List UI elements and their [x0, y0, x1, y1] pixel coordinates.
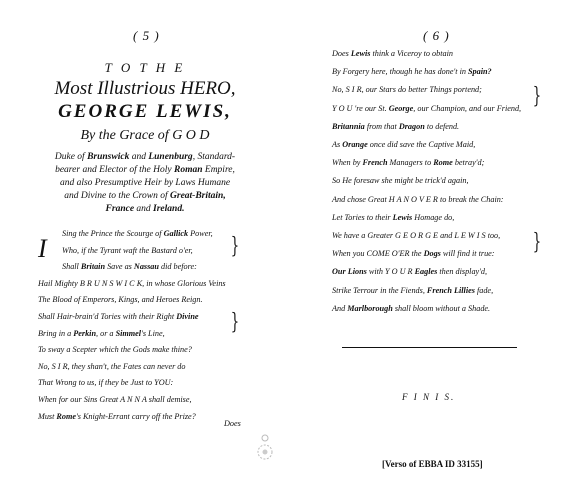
- subtitle-line-2: [0, 165, 290, 175]
- finis: F I N I S.: [402, 392, 456, 402]
- poem-line: No, S I R, our Stars do better Things portend;: [332, 85, 482, 95]
- poem-line: Bring in a Perkin, or a Simmel's Line,: [38, 328, 165, 338]
- poem-line: To sway a Scepter which the Gods make thine?: [38, 345, 192, 355]
- sub1-e: , Standard-: [192, 152, 236, 162]
- sub1-c: and: [129, 152, 149, 162]
- ornament-icon: [254, 432, 276, 466]
- divider-rule: [342, 347, 517, 348]
- right-page: [290, 0, 580, 480]
- brace-right-1: }: [532, 84, 542, 109]
- sub1-d: Lunenburg: [148, 152, 193, 162]
- poem-line: Must Rome's Knight-Errant carry off the Prize?: [38, 411, 196, 421]
- sub4-a: and Divine to the Crown of: [64, 191, 171, 201]
- poem-line: Britannia from that Dragon to defend.: [332, 121, 460, 131]
- sub2-a: bearer and Elector of the Holy: [55, 165, 174, 175]
- sub1-b: Brunswick: [87, 152, 130, 162]
- sub5-a: France: [105, 204, 135, 214]
- brace-right-2: }: [532, 230, 542, 255]
- sub5-b: and: [134, 204, 154, 214]
- sub4-b: Great-Britain,: [170, 191, 226, 201]
- heading-name: GEORGE LEWIS,: [58, 101, 232, 122]
- poem-line: Hail Mighty B R U N S W I C K, in whose Glorious Veins: [38, 278, 226, 288]
- subtitle-line-1: [0, 152, 290, 162]
- heading-grace: By the Grace of G O D: [80, 128, 210, 143]
- poem-line: Y O U 're our St. George, our Champion, and our Friend,: [332, 103, 522, 113]
- poem-line: And Marlborough shall bloom without a Shade.: [332, 303, 491, 313]
- page-number-left: ( 5 ): [133, 28, 160, 43]
- sub2-c: Empire,: [202, 165, 235, 175]
- ebba-note: [Verso of EBBA ID 33155]: [382, 459, 483, 469]
- poem-line: We have a Greater G E O R G E and L E W I S too,: [332, 231, 501, 240]
- poem-line: Sing the Prince the Scourge of Gallick Power,: [62, 229, 213, 238]
- brace-left-1: }: [230, 234, 240, 259]
- poem-line: That Wrong to us, if they be Just to YOU:: [38, 378, 174, 388]
- poem-line: Shall Britain Save as Nassau did before:: [62, 262, 197, 272]
- page-number-right: ( 6 ): [423, 28, 450, 43]
- poem-line: As Orange once did save the Captive Maid,: [332, 140, 476, 149]
- poem-line: When you COME O'ER the Dogs will find it true:: [332, 249, 495, 259]
- heading-most-illustrious-hero: Most Illustrious HERO,: [54, 78, 236, 99]
- heading-to-the: T O T H E: [104, 60, 186, 75]
- poem-line: Strike Terrour in the Fiends, French Lillies fade,: [332, 285, 494, 295]
- brace-left-2: }: [230, 310, 240, 335]
- sub1-a: Duke of: [54, 152, 88, 162]
- catchword: Does: [224, 419, 241, 428]
- drop-cap: I: [38, 234, 47, 263]
- subtitle-line-4: [0, 191, 290, 201]
- poem-line: So He foresaw she might be trick'd again,: [332, 176, 469, 186]
- sub2-b: Roman: [174, 165, 203, 175]
- subtitle-line-5: [0, 204, 290, 214]
- poem-line: Who, if the Tyrant waft the Bastard o'er,: [62, 245, 193, 255]
- poem-line: Does Lewis think a Viceroy to obtain: [332, 49, 453, 58]
- poem-line: When by French Managers to Rome betray'd;: [332, 158, 485, 168]
- poem-line: Our Lions with Y O U R Eagles then display'd,: [332, 267, 488, 277]
- poem-line: The Blood of Emperors, Kings, and Heroes Reign.: [38, 295, 203, 305]
- poem-line: No, S I R, they shan't, the Fates can never do: [38, 361, 186, 371]
- poem-line: Shall Hair-brain'd Tories with their Right Divine: [38, 312, 199, 321]
- poem-line: Let Tories to their Lewis Homage do,: [332, 212, 455, 222]
- poem-line: And chose Great H A N O V E R to break the Chain:: [332, 194, 504, 204]
- subtitle-line-3: and also Presumptive Heir by Laws Humane: [59, 178, 231, 188]
- poem-line: When for our Sins Great A N N A shall demise,: [38, 395, 192, 404]
- sub5-c: Ireland.: [153, 204, 185, 214]
- poem-line: By Forgery here, though he has done't in Spain?: [332, 67, 492, 77]
